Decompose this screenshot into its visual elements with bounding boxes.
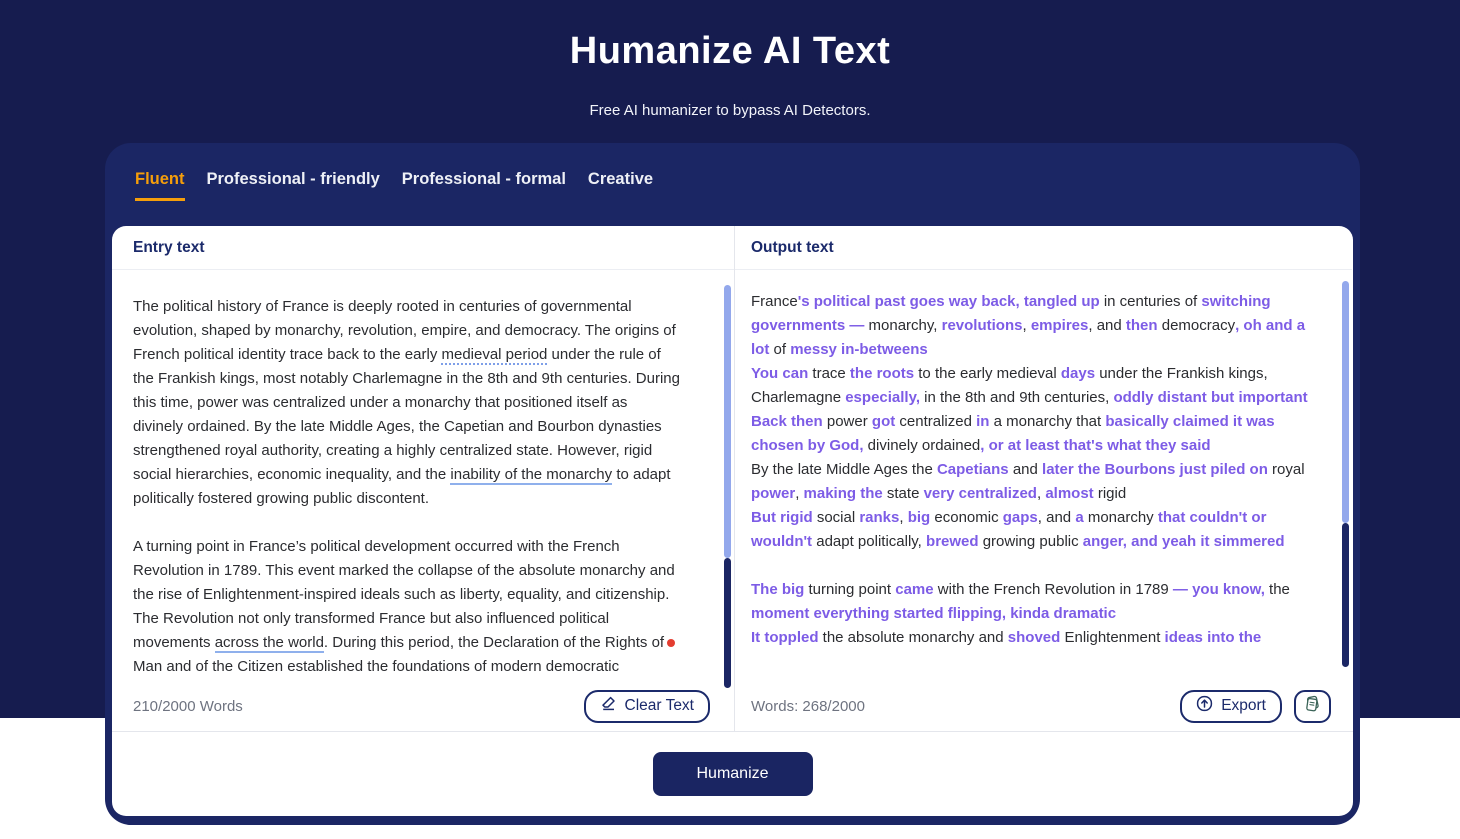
output-text-segment: royal (1267, 461, 1305, 478)
output-text-segment: centralized (895, 413, 977, 430)
mode-tabs (105, 143, 1360, 201)
output-panel (735, 226, 1352, 731)
suggestion-underline: across the world (214, 634, 324, 651)
output-highlight: — you know, (1172, 581, 1265, 598)
output-highlight: , or at least that's what they said (980, 437, 1211, 454)
output-highlight: ranks (859, 509, 900, 526)
output-text-segment: turning point (804, 581, 896, 598)
output-highlight: The big (751, 581, 805, 598)
output-paragraph (751, 410, 1314, 458)
output-paragraph (751, 626, 1314, 650)
output-text-segment: , (899, 509, 908, 526)
output-text-segment: democracy (1157, 317, 1236, 334)
output-highlight: that couldn't or wouldn't (751, 509, 1267, 550)
output-scrollbar[interactable] (1342, 281, 1349, 693)
output-highlight: got (871, 413, 896, 430)
entry-text-segment: under the rule of the Frankish kings, most notably Charlemagne in the 8th and 9th centuries. During this time, power was centralized under a monarchy that positioned itself as divinely ordained. By the late Middle Ages, the Capetian and Bourbon dynasties strengthened royal authority, creating a highly centralized state. However, rigid social hierarchies, economic inequality, and the (133, 346, 680, 483)
output-highlight: shoved (1007, 629, 1061, 646)
output-text-segment: , and (1088, 317, 1126, 334)
tab-creative[interactable]: Creative (587, 170, 654, 188)
copy-icon (1303, 694, 1322, 718)
output-text-segment: growing public (978, 533, 1083, 550)
output-highlight: anger, and yeah it simmered (1082, 533, 1285, 550)
output-highlight: You can (751, 365, 809, 382)
output-highlight: basically claimed it was chosen by God, (751, 413, 1275, 454)
output-textarea[interactable] (735, 270, 1340, 681)
output-highlight: especially, (845, 389, 920, 406)
entry-text-segment: . During this period, the Declaration of the Rights of (323, 634, 665, 651)
entry-text-segment: A turning point in France’s political development occurred with the French Revolution in 1789. This event marked the collapse of the absolute monarchy and the rise of Enlightenment-inspired ideals such as liberty, equality, and citizenship. The Revolution not only transformed France but also influenced political movements (133, 538, 675, 651)
output-text-segment: , and (1037, 509, 1076, 526)
output-highlight: switching governments — (751, 293, 1271, 334)
output-text-segment: in centuries of (1099, 293, 1202, 310)
grammar-error-dot (667, 639, 675, 647)
entry-panel-footer (112, 681, 734, 731)
card-footer (112, 732, 1353, 816)
page-subtitle: Free AI humanizer to bypass AI Detectors. (589, 102, 871, 119)
output-text-segment: power (822, 413, 872, 430)
output-text-segment: , (795, 485, 804, 502)
output-highlight: 's political past goes way back, tangled up (797, 293, 1100, 310)
suggestion-underline: inability of the monarchy (450, 466, 613, 483)
output-panel-header (735, 226, 1352, 270)
output-text-segment: economic (930, 509, 1003, 526)
output-paragraph (751, 362, 1314, 410)
entry-text-segment: The political history of France is deeply rooted in centuries of governmental evolution, shaped by monarchy, revolution, empire, and democracy. The origins of French political identity trace back to the early (133, 298, 676, 363)
output-text-segment: By the late Middle Ages the (751, 461, 937, 478)
entry-scrollbar[interactable] (724, 285, 731, 688)
output-text-segment: of (769, 341, 791, 358)
output-text-segment: social (812, 509, 860, 526)
output-text-segment: state (882, 485, 924, 502)
scrollbar-thumb[interactable] (1342, 281, 1349, 523)
output-text-segment: to the early medieval (914, 365, 1061, 382)
humanize-button[interactable]: Humanize (653, 752, 813, 796)
copy-button[interactable] (1294, 690, 1331, 723)
output-paragraph (751, 458, 1314, 506)
output-highlight: making the (803, 485, 883, 502)
output-highlight: brewed (921, 533, 979, 550)
output-text-segment: monarchy (1083, 509, 1158, 526)
output-highlight: But rigid (751, 509, 813, 526)
output-highlight: power (751, 485, 796, 502)
output-highlight: , oh and a lot (751, 317, 1306, 358)
entry-paragraph (133, 295, 680, 511)
output-text-segment: a monarchy that (989, 413, 1106, 430)
scrollbar-thumb[interactable] (724, 285, 731, 558)
output-text-segment: adapt politically, (812, 533, 922, 550)
output-text-segment: and (1008, 461, 1043, 478)
output-paragraph (751, 506, 1314, 554)
output-text-segment: under the Frankish kings, Charlemagne (751, 365, 1268, 406)
clear-text-label: Clear Text (624, 697, 694, 714)
entry-panel (112, 226, 735, 731)
entry-textarea[interactable] (112, 270, 724, 681)
output-panel-footer (735, 681, 1352, 731)
output-text-segment: rigid (1093, 485, 1127, 502)
entry-text-segment: to adapt politically fostered growing public discontent. (133, 466, 671, 507)
output-text-segment: in the 8th and 9th centuries, (920, 389, 1114, 406)
entry-paragraph (133, 535, 680, 679)
tab-fluent[interactable]: Fluent (135, 170, 185, 201)
output-panel-title: Output text (751, 238, 834, 256)
humanizer-card (105, 143, 1360, 825)
scrollbar-track-segment[interactable] (1342, 523, 1349, 667)
output-highlight: moment everything started flipping, kinda dramatic (751, 605, 1117, 622)
scrollbar-track-segment[interactable] (724, 558, 731, 688)
output-text-segment: Enlightenment (1060, 629, 1165, 646)
tab-professional-friendly[interactable]: Professional - friendly (206, 170, 380, 188)
output-highlight: revolutions (941, 317, 1023, 334)
eraser-icon (600, 695, 617, 717)
output-highlight: big (907, 509, 931, 526)
output-highlight: later the Bourbons just piled on (1042, 461, 1268, 478)
export-label: Export (1221, 697, 1266, 714)
output-text-segment: , (1036, 485, 1046, 502)
output-highlight: ideas into the (1164, 629, 1262, 646)
page-title: Humanize AI Text (569, 30, 891, 72)
output-highlight: Capetians (936, 461, 1009, 478)
output-highlight: very centralized (923, 485, 1037, 502)
output-highlight: It toppled (751, 629, 819, 646)
output-highlight: almost (1045, 485, 1094, 502)
entry-panel-header (112, 226, 734, 270)
clear-text-button[interactable] (584, 690, 711, 723)
output-highlight: empires (1030, 317, 1089, 334)
entry-panel-title: Entry text (133, 238, 205, 256)
entry-word-count: 210/2000 Words (133, 697, 243, 715)
output-text-segment: the absolute monarchy and (818, 629, 1008, 646)
output-text-segment: divinely ordained (863, 437, 981, 454)
output-text-segment: France (751, 293, 798, 310)
output-paragraph (751, 290, 1314, 362)
output-text-segment: the (1264, 581, 1290, 598)
output-highlight: the roots (849, 365, 915, 382)
output-text-segment: trace (808, 365, 850, 382)
output-text-segment: monarchy, (864, 317, 942, 334)
entry-text-segment: Man and of the Citizen established the foundations of modern democratic (133, 658, 620, 675)
editor-card (112, 226, 1353, 816)
output-highlight: messy in-betweens (790, 341, 928, 358)
output-paragraph (751, 578, 1314, 626)
output-highlight: days (1060, 365, 1096, 382)
tab-professional-formal[interactable]: Professional - formal (401, 170, 566, 188)
output-highlight: a (1075, 509, 1084, 526)
output-highlight: gaps (1002, 509, 1038, 526)
output-text-segment: , (1022, 317, 1031, 334)
export-icon (1196, 695, 1213, 717)
output-word-count: Words: 268/2000 (751, 697, 865, 715)
output-text-segment: with the French Revolution in 1789 (933, 581, 1173, 598)
output-highlight: oddly distant but important (1113, 389, 1308, 406)
output-highlight: in (976, 413, 990, 430)
suggestion-dotted-underline: medieval period (441, 346, 548, 363)
panels-row (112, 226, 1353, 732)
output-highlight: Back then (751, 413, 823, 430)
output-highlight: came (895, 581, 934, 598)
output-highlight: then (1125, 317, 1158, 334)
export-button[interactable] (1180, 690, 1282, 723)
